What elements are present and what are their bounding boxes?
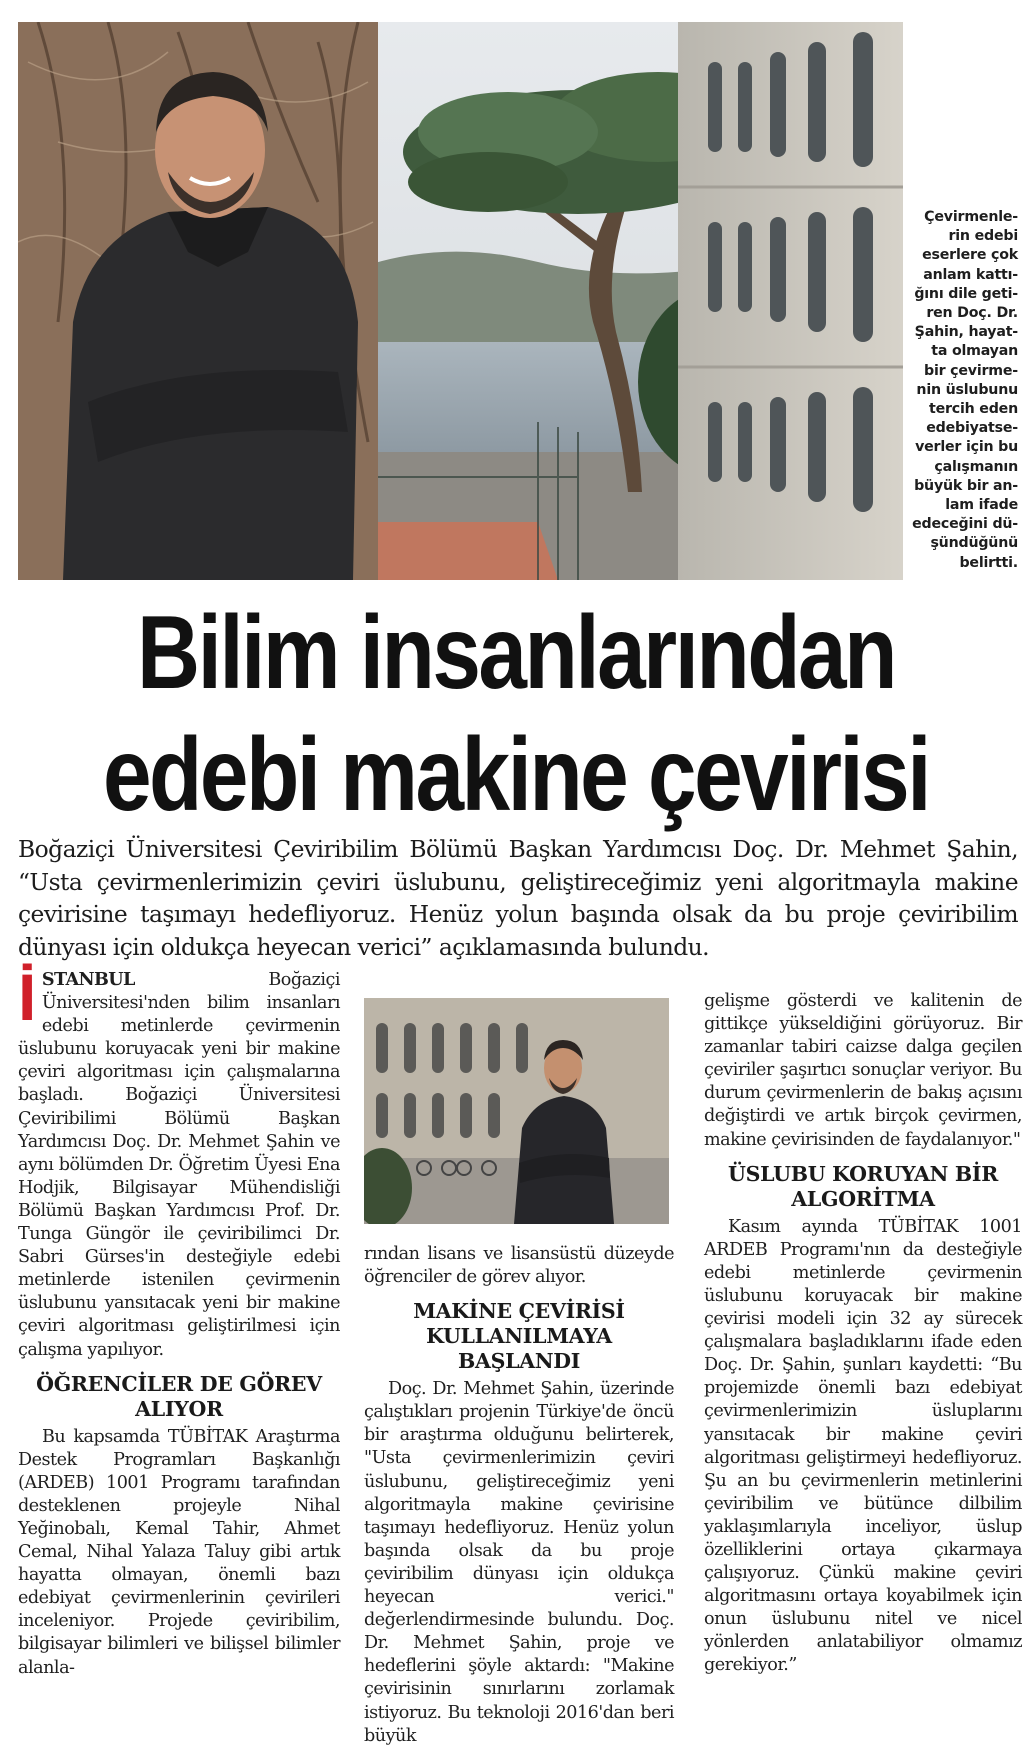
column-2-paragraph-2: Doç. Dr. Mehmet Şahin, üzerinde çalıştıkları projenin Türkiye'de öncü bir araştırma olduğunu belirterek, "Usta çevirmenlerimizin çeviri üslubunu, geliştireceğimiz yeni algoritmayla makine çevirisine taşımayı hedefliyoruz. Henüz yolun başında olsak da bu proje çeviribilim dünyası için oldukça heyecan verici." değerlendirmesinde bulundu. Doç. Dr. Mehmet Şahin, proje ve hedeflerini şöyle aktardı: "Makine çevirisinin sınırlarını zorlamak istiyoruz. Bu teknoloji 2016'dan beri büyük xyxy=(364,1379,674,1746)
caption-line: tercih eden xyxy=(928,401,1018,418)
caption-line: ğını dile geti- xyxy=(914,285,1018,302)
caption-line: bir çevirme- xyxy=(924,362,1018,379)
article-headline xyxy=(12,592,1020,836)
caption-line: çalışmanın xyxy=(934,458,1018,475)
caption-line: Şahin, hayat- xyxy=(914,324,1018,341)
caption-line: büyük bir an- xyxy=(914,477,1018,494)
caption-line: Çevirmenle- xyxy=(924,209,1018,225)
subhead-makine-cevirisi: MAKİNE ÇEVİRİSİ KULLANILMAYA BAŞLANDI xyxy=(413,1299,625,1374)
caption-line: belirtti. xyxy=(959,554,1018,571)
column-2-paragraph-1: rından lisans ve lisansüstü düzeyde öğrenciler de görev alıyor. xyxy=(364,1244,674,1288)
article-lead: Boğaziçi Üniversitesi Çeviribilim Bölümü Başkan Yardımcısı Doç. Dr. Mehmet Şahin, “Usta çevirmenlerimizin çeviri üslubunu, geliştireceğimiz yeni algoritmayla makine çevirisine taşımayı hedefliyoruz. Henüz yolun başında olsak da bu proje çeviribilim dünyası için oldukça heyecan verici” açıklamasında bulundu. xyxy=(18,835,1018,961)
headline-line-1: Bilim insanlarından xyxy=(137,595,895,711)
column-1-paragraph-1 xyxy=(18,960,340,1362)
caption-line: ren Doç. Dr. xyxy=(926,305,1018,322)
drop-cap: İ xyxy=(18,960,36,1034)
caption-line: anlam kattı- xyxy=(923,266,1018,283)
caption-line: verler için bu xyxy=(915,439,1018,456)
subhead-uslubu-koruyan: ÜSLUBU KORUYAN BİR ALGORİTMA xyxy=(728,1161,998,1211)
caption-line: lam ifade xyxy=(945,497,1018,514)
hero-photo-caption xyxy=(910,208,1018,573)
column-3-paragraph-1: gelişme gösterdi ve kalitenin de gittikçe yükseldiğini görüyoruz. Bir zamanlar tabiri caizse dalga geçilen çeviriler şaşırtıcı sonuçlar veriyor. Bu durum çevirmenlerin de bakış açısını değiştirdi ve artık birçok çevirmen, makine çevirisinden de faydalanıyor." xyxy=(704,991,1022,1150)
column-1-paragraph-1-text: Boğaziçi Üniversitesi'nden bilim insanları edebi metinlerde çevirmenin üslubunu koruyacak yeni bir makine çeviri algoritması için çalışmalarına başladı. Boğaziçi Üniversitesi Çeviribilimi Bölümü Başkan Yardımcısı Doç. Dr. Mehmet Şahin ve aynı bölümden Dr. Öğretim Üyesi Ena Hodjik, Bilgisayar Mühendisliği Bölümü Başkan Yardımcısı Prof. Dr. Tunga Güngör ile çeviribilimci Dr. Sabri Gürses'in desteğiyle edebi metinlerde istenilen çevirmenin üslubunu yansıtacak yeni bir makine çeviri algoritması geliştirilmesi için çalışma yapılıyor. xyxy=(18,970,340,1360)
article-column-1 xyxy=(18,960,340,1680)
caption-line: edeceğini dü- xyxy=(912,516,1018,533)
hero-photo-illustration xyxy=(18,22,903,580)
inline-photo-illustration xyxy=(364,998,669,1224)
dateline: STANBUL xyxy=(41,969,135,990)
hero-photo xyxy=(18,22,903,580)
caption-line: eserlere çok xyxy=(922,247,1018,264)
headline-line-2: edebi makine çevirisi xyxy=(102,717,930,833)
caption-line: nin üslubunu xyxy=(916,381,1018,398)
inline-photo xyxy=(364,998,669,1224)
column-3-paragraph-2: Kasım ayında TÜBİTAK 1001 ARDEB Programı'nın da desteğiyle edebi metinlerde çevirmenin üslubunu koruyacak bir makine çevirisi modeli için 32 ay sürecek çalışmalara başladıklarını ifade eden Doç. Dr. Şahin, şunları kaydetti: “Bu projemizde önemli bazı edebiyat çevirmenlerimizin üsluplarını yansıtacak bir makine çeviri algoritması geliştirmeyi hedefliyoruz. Şu an bu çevirmenlerin metinlerini çeviribilim ve bütünce dilbilim yaklaşımlarıyla inceliyor, üslup özelliklerini ortaya çıkarmaya çalışıyoruz. Çünkü makine çeviri algoritmasını ortaya koyabilmek için onun üslubunu nitel ve nicel yönlerden anlatabiliyor olmamız gerekiyor.” xyxy=(704,1216,1022,1676)
article-column-2 xyxy=(364,1243,674,1748)
caption-line: ta olmayan xyxy=(931,343,1018,360)
caption-line: rin edebi xyxy=(948,228,1018,245)
caption-line: edebiyatse- xyxy=(926,420,1018,437)
subhead-ogrenciler: ÖĞRENCİLER DE GÖREV ALIYOR xyxy=(36,1371,322,1421)
caption-line: şündüğünü xyxy=(930,535,1018,552)
article-column-3 xyxy=(704,990,1022,1678)
column-1-paragraph-2: Bu kapsamda TÜBİTAK Araştırma Destek Programları Başkanlığı (ARDEB) 1001 Programı tarafından desteklenen projeyle Nihal Yeğinobalı, Kemal Tahir, Ahmet Cemal, Nihal Yalaza Taluy gibi artık hayatta olmayan, önemli bazı edebiyat çevirmenlerinin çevirileri inceleniyor. Projede çeviribilim, bilgisayar bilimleri ve bilişsel bilimler alanla- xyxy=(18,1426,340,1678)
